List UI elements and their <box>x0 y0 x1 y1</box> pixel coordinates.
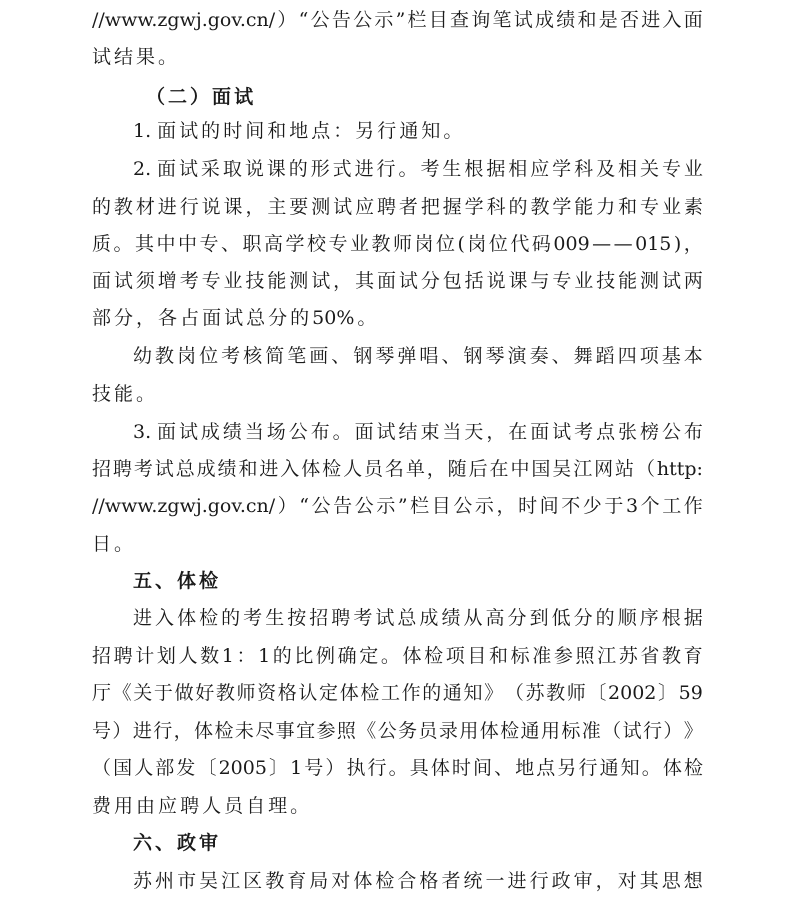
paragraph-line: 质 。 其 中 中 专 、 职 高 学 校 专 业 教 师 岗 位 ( 岗 位 代 码 009 — — 015 ) ， <box>92 233 703 255</box>
paragraph-line: 的 教 材 进 行 说 课 ， 主 要 测 试 应 聘 者 把 握 学 科 的 教 学 能 力 和 专 业 素 <box>92 196 703 218</box>
section-heading: （ 二 ） 面 试 <box>146 86 254 108</box>
paragraph-line: 苏 州 市 吴 江 区 教 育 局 对 体 检 合 格 者 统 一 进 行 政 审 ， 对 其 思 想 <box>133 870 703 892</box>
paragraph-line: 1. 面 试 的 时 间 和 地 点 ： 另 行 通 知 。 <box>133 120 463 142</box>
paragraph-line: （ 国 人 部 发 〔 2005 〕 1 号 ） 执 行 。 具 体 时 间 、 地 点 另 行 通 知 。 体 检 <box>92 757 703 779</box>
paragraph-line: 幼 教 岗 位 考 核 简 笔 画 、 钢 琴 弹 唱 、 钢 琴 演 奏 、 舞 蹈 四 项 基 本 <box>133 345 703 367</box>
paragraph-line: 2. 面 试 采 取 说 课 的 形 式 进 行 。 考 生 根 据 相 应 学 科 及 相 关 专 业 <box>133 158 703 180</box>
section-heading: 五 、 体 检 <box>133 570 219 592</box>
paragraph-line: 招 聘 考 试 总 成 绩 和 进 入 体 检 人 员 名 单 ， 随 后 在 中 国 吴 江 网 站 （ http: <box>92 458 703 480</box>
paragraph-line: 厅 《 关 于 做 好 教 师 资 格 认 定 体 检 工 作 的 通 知 》 （ 苏 教 师 〔 2002 〕 59 <box>92 682 703 704</box>
paragraph-line: 费 用 由 应 聘 人 员 自 理 。 <box>92 795 310 817</box>
paragraph-line: 号 ） 进 行 ， 体 检 未 尽 事 宜 参 照 《 公 务 员 录 用 体 检 通 用 标 准 （ 试 行 ） 》 <box>92 720 703 742</box>
section-heading: 六 、 政 审 <box>133 832 219 854</box>
paragraph-line: 3. 面 试 成 绩 当 场 公 布 。 面 试 结 束 当 天 ， 在 面 试 考 点 张 榜 公 布 <box>133 421 703 443</box>
paragraph-line: 技 能 。 <box>92 383 156 405</box>
paragraph-line: 试 结 果 。 <box>92 46 178 68</box>
paragraph-line: //www.zgwj.gov.cn/ ） “ 公 告 公 示 ” 栏 目 查 询 笔 试 成 绩 和 是 否 进 入 面 <box>92 9 703 31</box>
paragraph-line: 部 分 ， 各 占 面 试 总 分 的 50% 。 <box>92 307 377 329</box>
paragraph-line: //www.zgwj.gov.cn/ ） “ 公 告 公 示 ” 栏 目 公 示 ， 时 间 不 少 于 3 个 工 作 <box>92 495 703 517</box>
paragraph-line: 日 。 <box>92 533 134 555</box>
paragraph-line: 面 试 须 增 考 专 业 技 能 测 试 ， 其 面 试 分 包 括 说 课 与 专 业 技 能 测 试 两 <box>92 270 703 292</box>
paragraph-line: 进 入 体 检 的 考 生 按 招 聘 考 试 总 成 绩 从 高 分 到 低 分 的 顺 序 根 据 <box>133 607 703 629</box>
paragraph-line: 招 聘 计 划 人 数 1 ： 1 的 比 例 确 定 。 体 检 项 目 和 标 准 参 照 江 苏 省 教 育 <box>92 645 703 667</box>
